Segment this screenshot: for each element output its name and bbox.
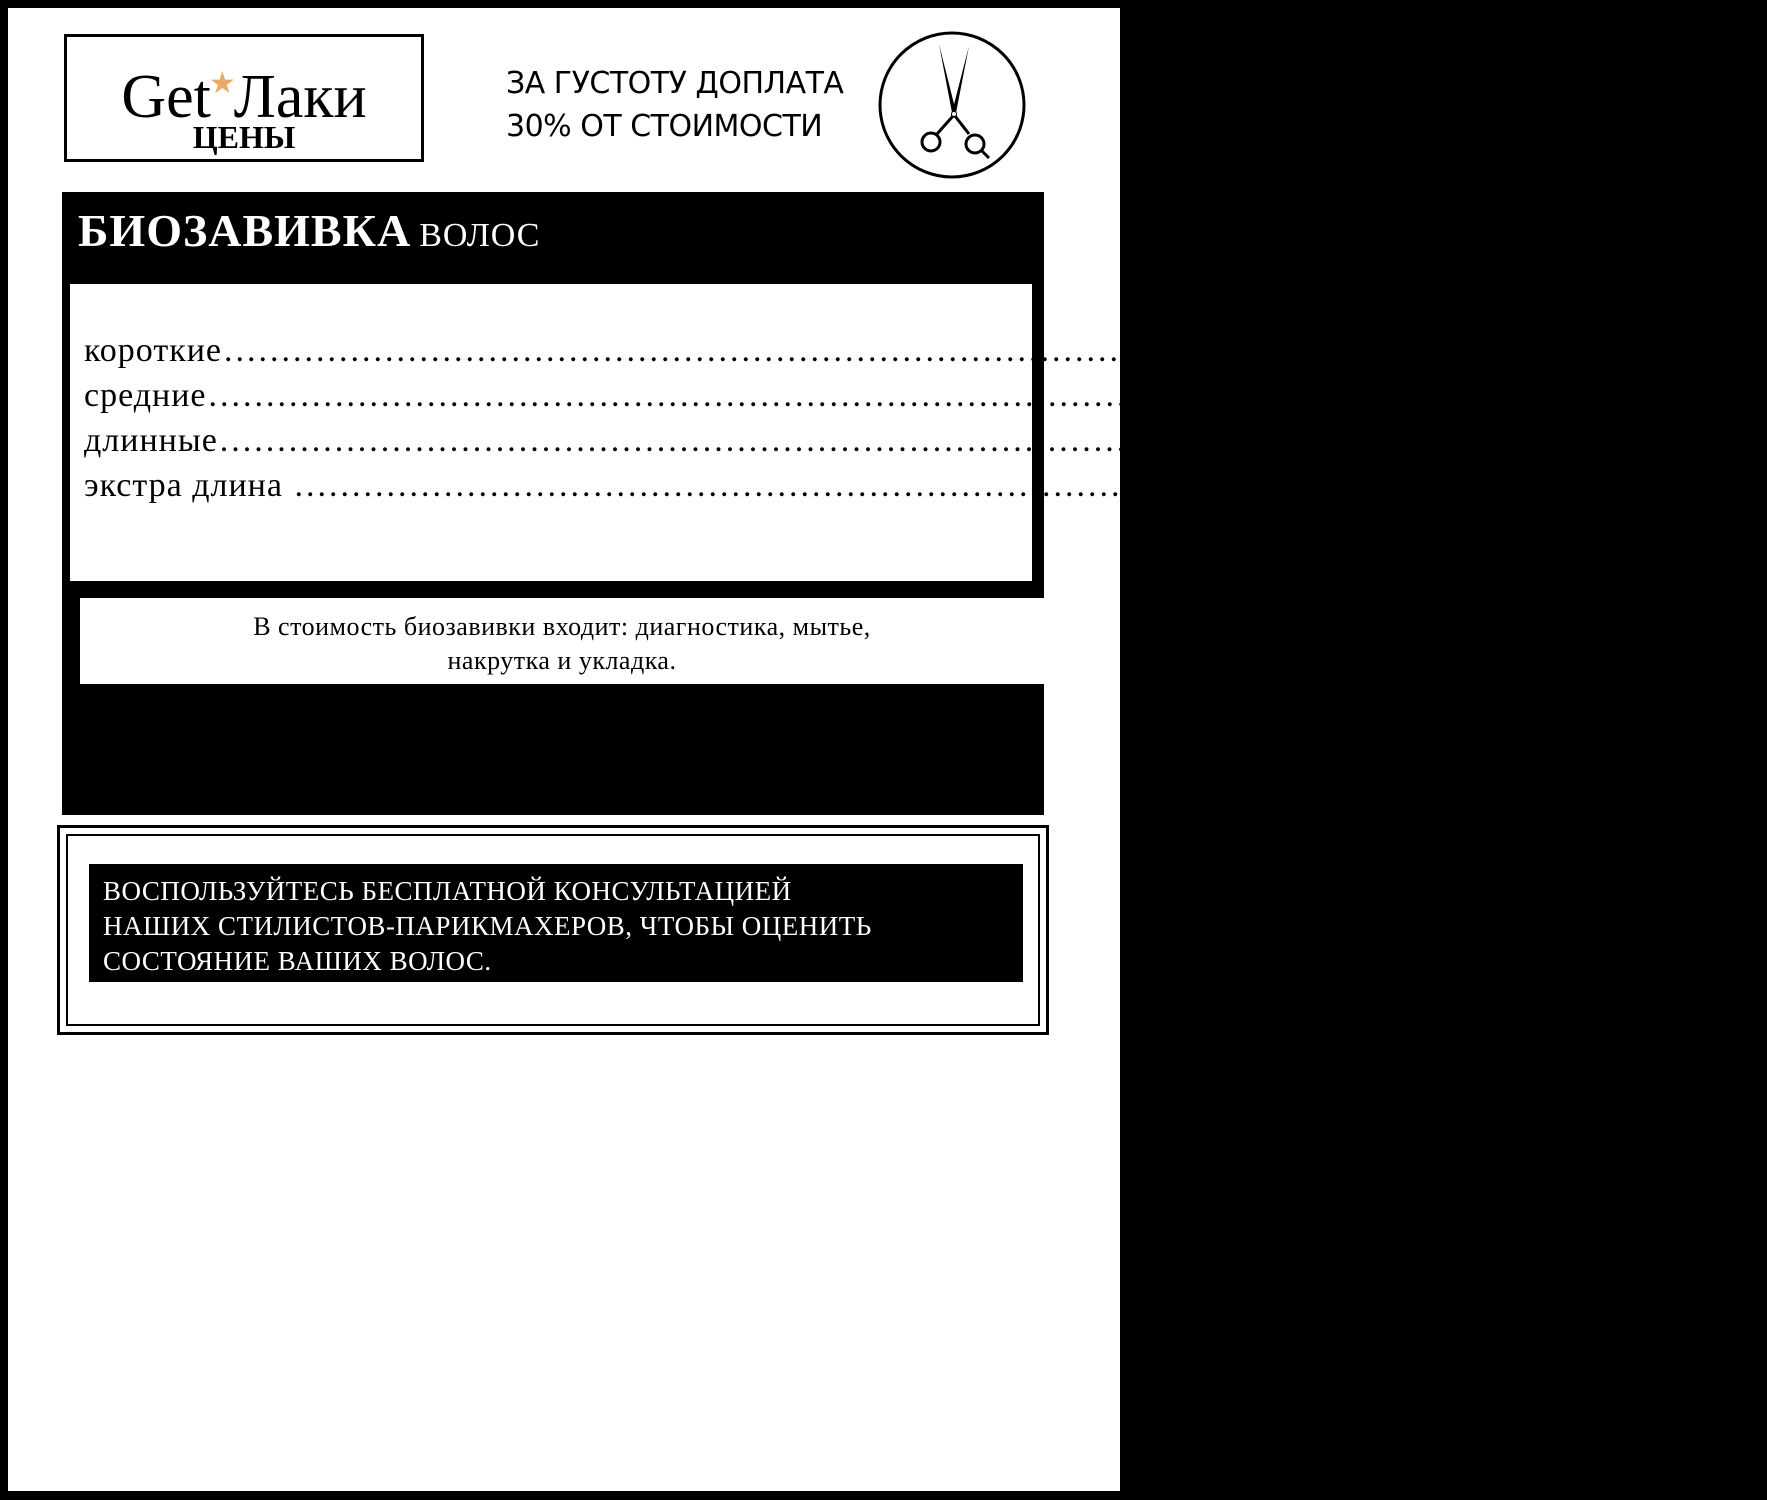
logo-brand-part1: Get [121,63,211,131]
consultation-line-2: НАШИХ СТИЛИСТОВ-ПАРИКМАХЕРОВ, ЧТОБЫ ОЦЕНИТЬ [103,911,872,941]
dot-leader: ...................................................................................................................... [294,467,1652,504]
dot-leader: ...................................................................................................................... [208,377,1566,414]
price-row-long [84,418,1675,463]
consultation-frame [57,825,1049,1035]
logo-subtitle: ЦЕНЫ [192,119,296,155]
price-row-extra-long [84,463,1767,508]
surcharge-line-2: 30% ОТ СТОИМОСТИ [506,109,823,144]
section-title [78,204,540,257]
logo-brand-part2: Лаки [233,63,367,131]
price-value: 5700р [1589,332,1680,369]
includes-line-1: В стоимость биозавивки входит: диагностика, мытье, [253,612,871,641]
price-name: экстра длина [84,467,293,504]
dot-leader: ...................................................................................................................... [224,332,1582,369]
includes-line-2: накрутка и укладка. [447,646,677,675]
price-includes-note [80,598,1044,684]
consultation-line-3: СОСТОЯНИЕ ВАШИХ ВОЛОС. [103,946,492,976]
perm-price-panel [62,192,1767,815]
price-value: .6800р [1573,377,1674,414]
consultation-text [103,874,1003,979]
price-name: длинные [84,422,218,459]
star-icon: ★ [208,67,236,100]
consultation-inner-border [66,834,1040,1026]
section-title-sub: ВОЛОС [419,217,541,254]
price-name: средние [84,377,207,414]
price-name: короткие [84,332,223,369]
surcharge-line-1: ЗА ГУСТОТУ ДОПЛАТА [506,66,844,101]
section-title-main: БИОЗАВИВКА [78,205,412,256]
price-value: 7950р [1584,422,1675,459]
consultation-banner [89,864,1023,982]
logo-box [64,34,424,162]
price-value: 10250р [1659,467,1767,504]
scissors-icon [877,30,1027,180]
price-sheet [8,8,1767,1491]
price-row-medium [84,373,1674,418]
density-surcharge-note [506,62,843,148]
consultation-line-1: ВОСПОЛЬЗУЙТЕСЬ БЕСПЛАТНОЙ КОНСУЛЬТАЦИЕЙ [103,876,792,906]
price-list [84,328,1767,508]
dot-leader: ...................................................................................................................... [219,422,1577,459]
price-row-short [84,328,1680,373]
price-list-box [70,284,1767,581]
